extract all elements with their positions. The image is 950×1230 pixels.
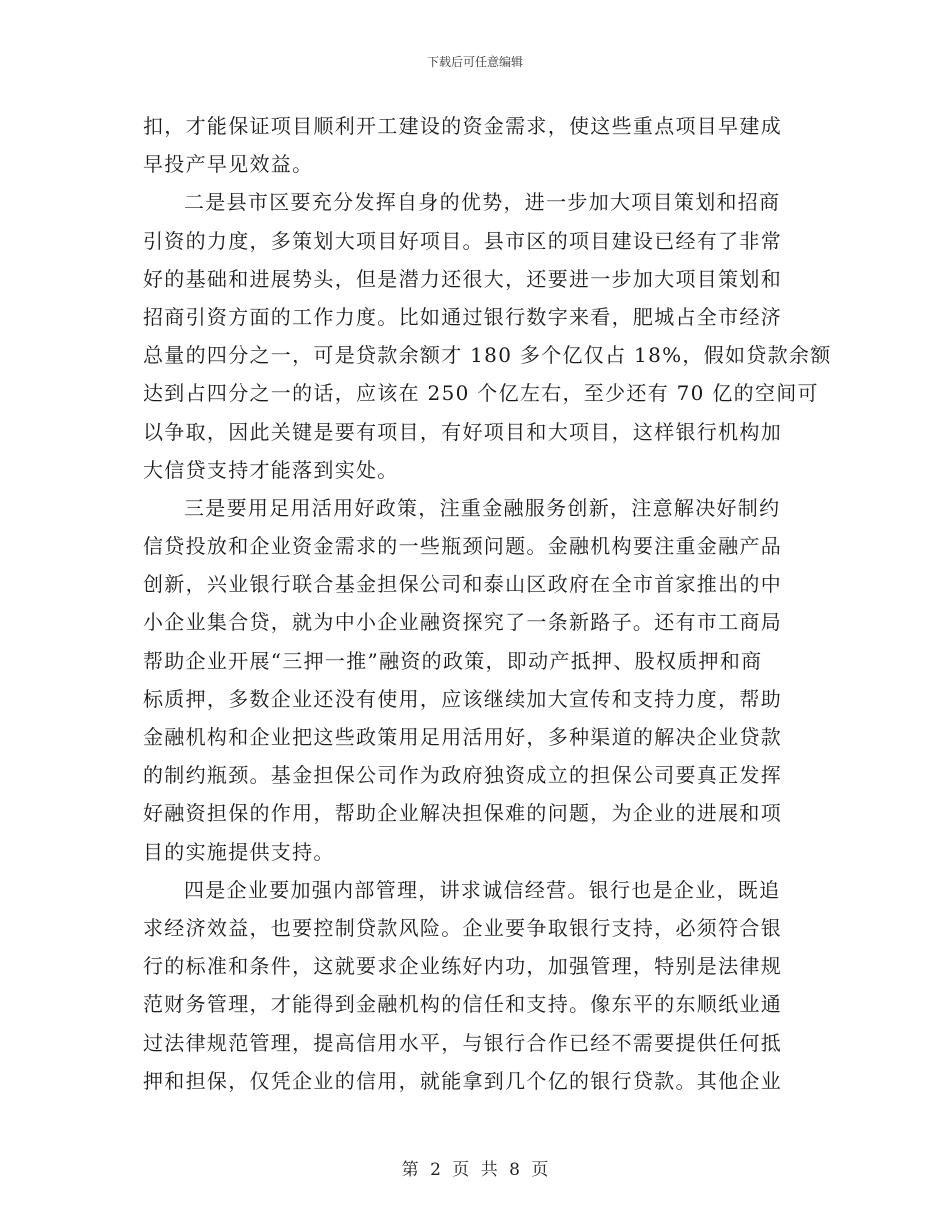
text-line: 创新，兴业银行联合基金担保公司和泰山区政府在全市首家推出的中: [143, 572, 782, 597]
text-line: 小企业集合贷，就为中小企业融资探究了一条新路子。还有市工商局: [143, 610, 782, 635]
text-line: 好的基础和进展势头，但是潜力还很大，还要进一步加大项目策划和: [143, 266, 782, 291]
paragraph-start-line: 四是企业要加强内部管理，讲求诚信经营。银行也是企业，既追: [184, 877, 781, 902]
document-body: [143, 107, 832, 1100]
text-line: 以争取，因此关键是要有项目，有好项目和大项目，这样银行机构加: [143, 419, 782, 444]
text-line: 好融资担保的作用，帮助企业解决担保难的问题，为企业的进展和项: [143, 801, 782, 826]
text-line: 早投产早见效益。: [143, 152, 314, 177]
text-line: 过法律规范管理，提高信用水平，与银行合作已经不需要提供任何抵: [143, 1030, 782, 1055]
text-line: 信贷投放和企业资金需求的一些瓶颈问题。金融机构要注重金融产品: [143, 534, 782, 559]
text-line: 总量的四分之一，可是贷款余额才 180 多个亿仅占 18%，假如贷款余额: [143, 343, 832, 368]
text-line: 引资的力度，多策划大项目好项目。县市区的项目建设已经有了非常: [143, 228, 782, 253]
paragraph-start-line: 三是要用足用活用好政策，注重金融服务创新，注意解决好制约: [184, 495, 781, 520]
text-line: 标质押，多数企业还没有使用，应该继续加大宣传和支持力度，帮助: [143, 686, 782, 711]
text-line: 达到占四分之一的话，应该在 250 个亿左右，至少还有 70 亿的空间可: [143, 381, 819, 406]
text-line: 押和担保，仅凭企业的信用，就能拿到几个亿的银行贷款。其他企业: [143, 1068, 782, 1093]
text-line: 目的实施提供支持。: [143, 839, 335, 864]
header-note: 下载后可任意编辑: [426, 55, 523, 69]
page-number-footer: 第 2 页 共 8 页: [401, 1160, 549, 1180]
text-line: 帮助企业开展“三押一推”融资的政策，即动产抵押、股权质押和商: [143, 648, 763, 673]
text-line: 金融机构和企业把这些政策用足用活用好，多种渠道的解决企业贷款: [143, 725, 782, 749]
text-line: 大信贷支持才能落到实处。: [143, 457, 399, 482]
text-line: 的制约瓶颈。基金担保公司作为政府独资成立的担保公司要真正发挥: [143, 763, 782, 788]
text-line: 招商引资方面的工作力度。比如通过银行数字来看，肥城占全市经济: [143, 304, 782, 329]
text-line: 行的标准和条件，这就要求企业练好内功，加强管理，特别是法律规: [143, 954, 782, 979]
paragraph-start-line: 二是县市区要充分发挥自身的优势，进一步加大项目策划和招商: [184, 190, 781, 215]
text-line: 范财务管理，才能得到金融机构的信任和支持。像东平的东顺纸业通: [143, 992, 782, 1017]
text-line: 扣，才能保证项目顺利开工建设的资金需求，使这些重点项目早建成: [143, 114, 782, 138]
text-line: 求经济效益，也要控制贷款风险。企业要争取银行支持，必须符合银: [143, 915, 782, 940]
